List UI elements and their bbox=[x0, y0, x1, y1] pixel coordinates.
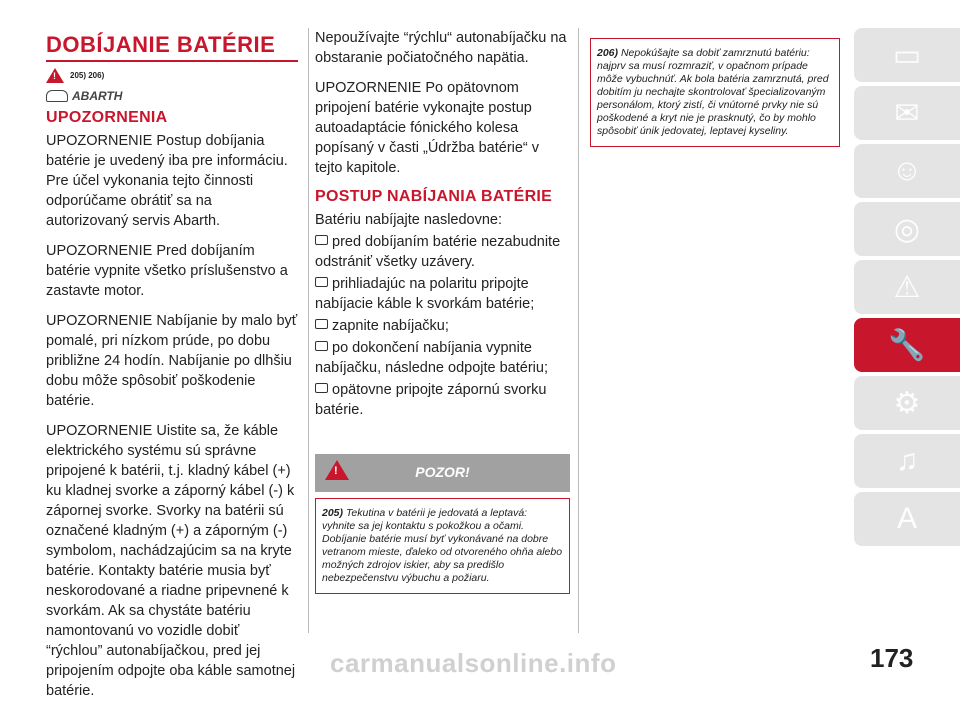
chapter-tab-6[interactable] bbox=[854, 376, 960, 430]
checkbox-bullet-icon bbox=[315, 341, 328, 351]
paragraph: UPOZORNENIE Postup dobíjania batérie je uvedený iba pre informáciu. Pre účel vykonania tejto činnosti odporúčame obrátiť sa na autorizovaný servis Abarth. bbox=[46, 132, 288, 229]
dashboard-icon: ▭ bbox=[892, 38, 922, 72]
road-warning-icon: ⚠ bbox=[893, 270, 921, 304]
title-divider bbox=[46, 60, 298, 62]
chapter-tab-3[interactable] bbox=[854, 202, 960, 256]
list-item: prihliadajúc na polaritu pripojte nabíjacie káble k svorkám batérie; bbox=[315, 276, 535, 312]
note-text: Nepokúšajte sa dobiť zamrznutú batériu: najprv sa musí rozmraziť, v opačnom prípade môže vybuchnúť. Ak bola batéria zamrznutá, pred dobitím ju nechajte skontrolovať špecializovaným personálom, ktorý zistí, či vnútorné prvky nie sú poškodené a kryt nie je prasknutý, čo by mohlo spôsobiť únik jedovatej, leptavej kyseliny. bbox=[597, 47, 829, 137]
warning-refs-label: 205) 206) bbox=[70, 70, 105, 80]
steering-key-icon: ◎ bbox=[893, 212, 921, 246]
brand-logo: ABARTH bbox=[72, 88, 123, 103]
chapter-tab-1[interactable] bbox=[854, 86, 960, 140]
checkbox-bullet-icon bbox=[315, 319, 328, 329]
airbag-icon: ☺ bbox=[891, 154, 923, 187]
chapter-tab-8[interactable] bbox=[854, 492, 960, 546]
car-tools-icon: 🔧 bbox=[888, 328, 926, 362]
page-number: 173 bbox=[870, 643, 914, 673]
column-divider bbox=[578, 28, 579, 633]
index-letters-icon: A bbox=[896, 502, 917, 535]
procedure-heading: POSTUP NABÍJANIA BATÉRIE bbox=[315, 188, 553, 205]
paragraph: UPOZORNENIE Pred dobíjaním batérie vypnite všetko príslušenstvo a zastavte motor. bbox=[46, 242, 288, 299]
paragraph: UPOZORNENIE Po opätovnom pripojení batérie vykonajte postup autoadaptácie fónického kolesa popísaný v časti „Údržba batérie“ v tejto kapitole. bbox=[315, 80, 540, 176]
list-item: pred dobíjaním batérie nezabudnite odstrániť všetky uzávery. bbox=[315, 234, 561, 270]
list-item: zapnite nabíjačku; bbox=[315, 316, 570, 336]
checkbox-bullet-icon bbox=[315, 277, 328, 287]
chapter-tab-0[interactable] bbox=[854, 28, 960, 82]
warning-label: POZOR! bbox=[415, 464, 470, 480]
warning-triangle-icon: ! bbox=[46, 68, 64, 83]
warnings-heading: UPOZORNENIA bbox=[46, 108, 168, 126]
warning-note-205 bbox=[315, 498, 570, 594]
procedure-intro: Batériu nabíjajte nasledovne: bbox=[315, 212, 503, 228]
paragraph: UPOZORNENIE Uistite sa, že káble elektrického systému sú správne pripojené k batérii, t.j. kladný kábel (+) ku kladnej svorke a záporný kábel (-) k zápornej svorke. Svorky na batérii sú označené kladným (+) a záporným (-) symbolom, nachádzajúcim sa na kryte batérie. Kontakty batérie musia byť neskorodované a riadne pripevnené k svorkám. Ak sa chystáte batériu namontovanú vo vozidle dobiť “rýchlou” autonabíjačkou, pred jej pripojením odpojte oba káble samotnej batérie. bbox=[46, 422, 296, 699]
note-number: 205) bbox=[322, 507, 344, 519]
left-column bbox=[46, 28, 298, 711]
paragraph: UPOZORNENIE Nabíjanie by malo byť pomalé, pri nízkom prúde, po dobu približne 24 hodín. Nabíjanie po dlhšiu dobu môže spôsobiť poškodenie batérie. bbox=[46, 312, 298, 409]
warning-note-206 bbox=[590, 38, 840, 147]
chapter-tab-7[interactable] bbox=[854, 434, 960, 488]
watermark: carmanualsonline.info bbox=[330, 648, 617, 678]
car-icon bbox=[46, 90, 68, 102]
warning-triangle-icon: ! bbox=[325, 460, 349, 480]
list-item: po dokončení nabíjania vypnite nabíjačku, následne odpojte batériu; bbox=[315, 340, 548, 376]
chapter-tab-4[interactable] bbox=[854, 260, 960, 314]
column-divider bbox=[308, 28, 309, 633]
checkbox-bullet-icon bbox=[315, 383, 328, 393]
paragraph: Nepoužívajte “rýchlu“ autonabíjačku na obstaranie počiatočného napätia. bbox=[315, 30, 567, 66]
specs-gears-icon: ⚙ bbox=[893, 386, 921, 420]
middle-column bbox=[315, 28, 570, 594]
checkbox-bullet-icon bbox=[315, 235, 328, 245]
warning-banner bbox=[315, 454, 570, 492]
right-column bbox=[590, 38, 840, 147]
page-title: DOBÍJANIE BATÉRIE bbox=[46, 32, 276, 57]
warning-refs bbox=[46, 68, 298, 83]
note-number: 206) bbox=[597, 47, 619, 59]
chapter-tab-5[interactable] bbox=[854, 318, 960, 372]
note-text: Tekutina v batérii je jedovatá a leptavá: vyhnite sa jej kontaktu s pokožkou a očami. Dobíjanie batérie musí byť vykonávané na dobre vetranom mieste, ďaleko od otvoreného ohňa alebo možných zdrojov iskier, aby sa predišlo nebezpečenstvu výbuchu a požiaru. bbox=[322, 507, 563, 584]
list-item: opätovne pripojte zápornú svorku batérie. bbox=[315, 382, 547, 418]
chapter-sidebar bbox=[854, 28, 960, 550]
lights-mail-icon: ✉ bbox=[894, 96, 920, 130]
multimedia-icon: ♫ bbox=[895, 444, 919, 477]
brand-logos bbox=[46, 89, 298, 103]
chapter-tab-2[interactable] bbox=[854, 144, 960, 198]
